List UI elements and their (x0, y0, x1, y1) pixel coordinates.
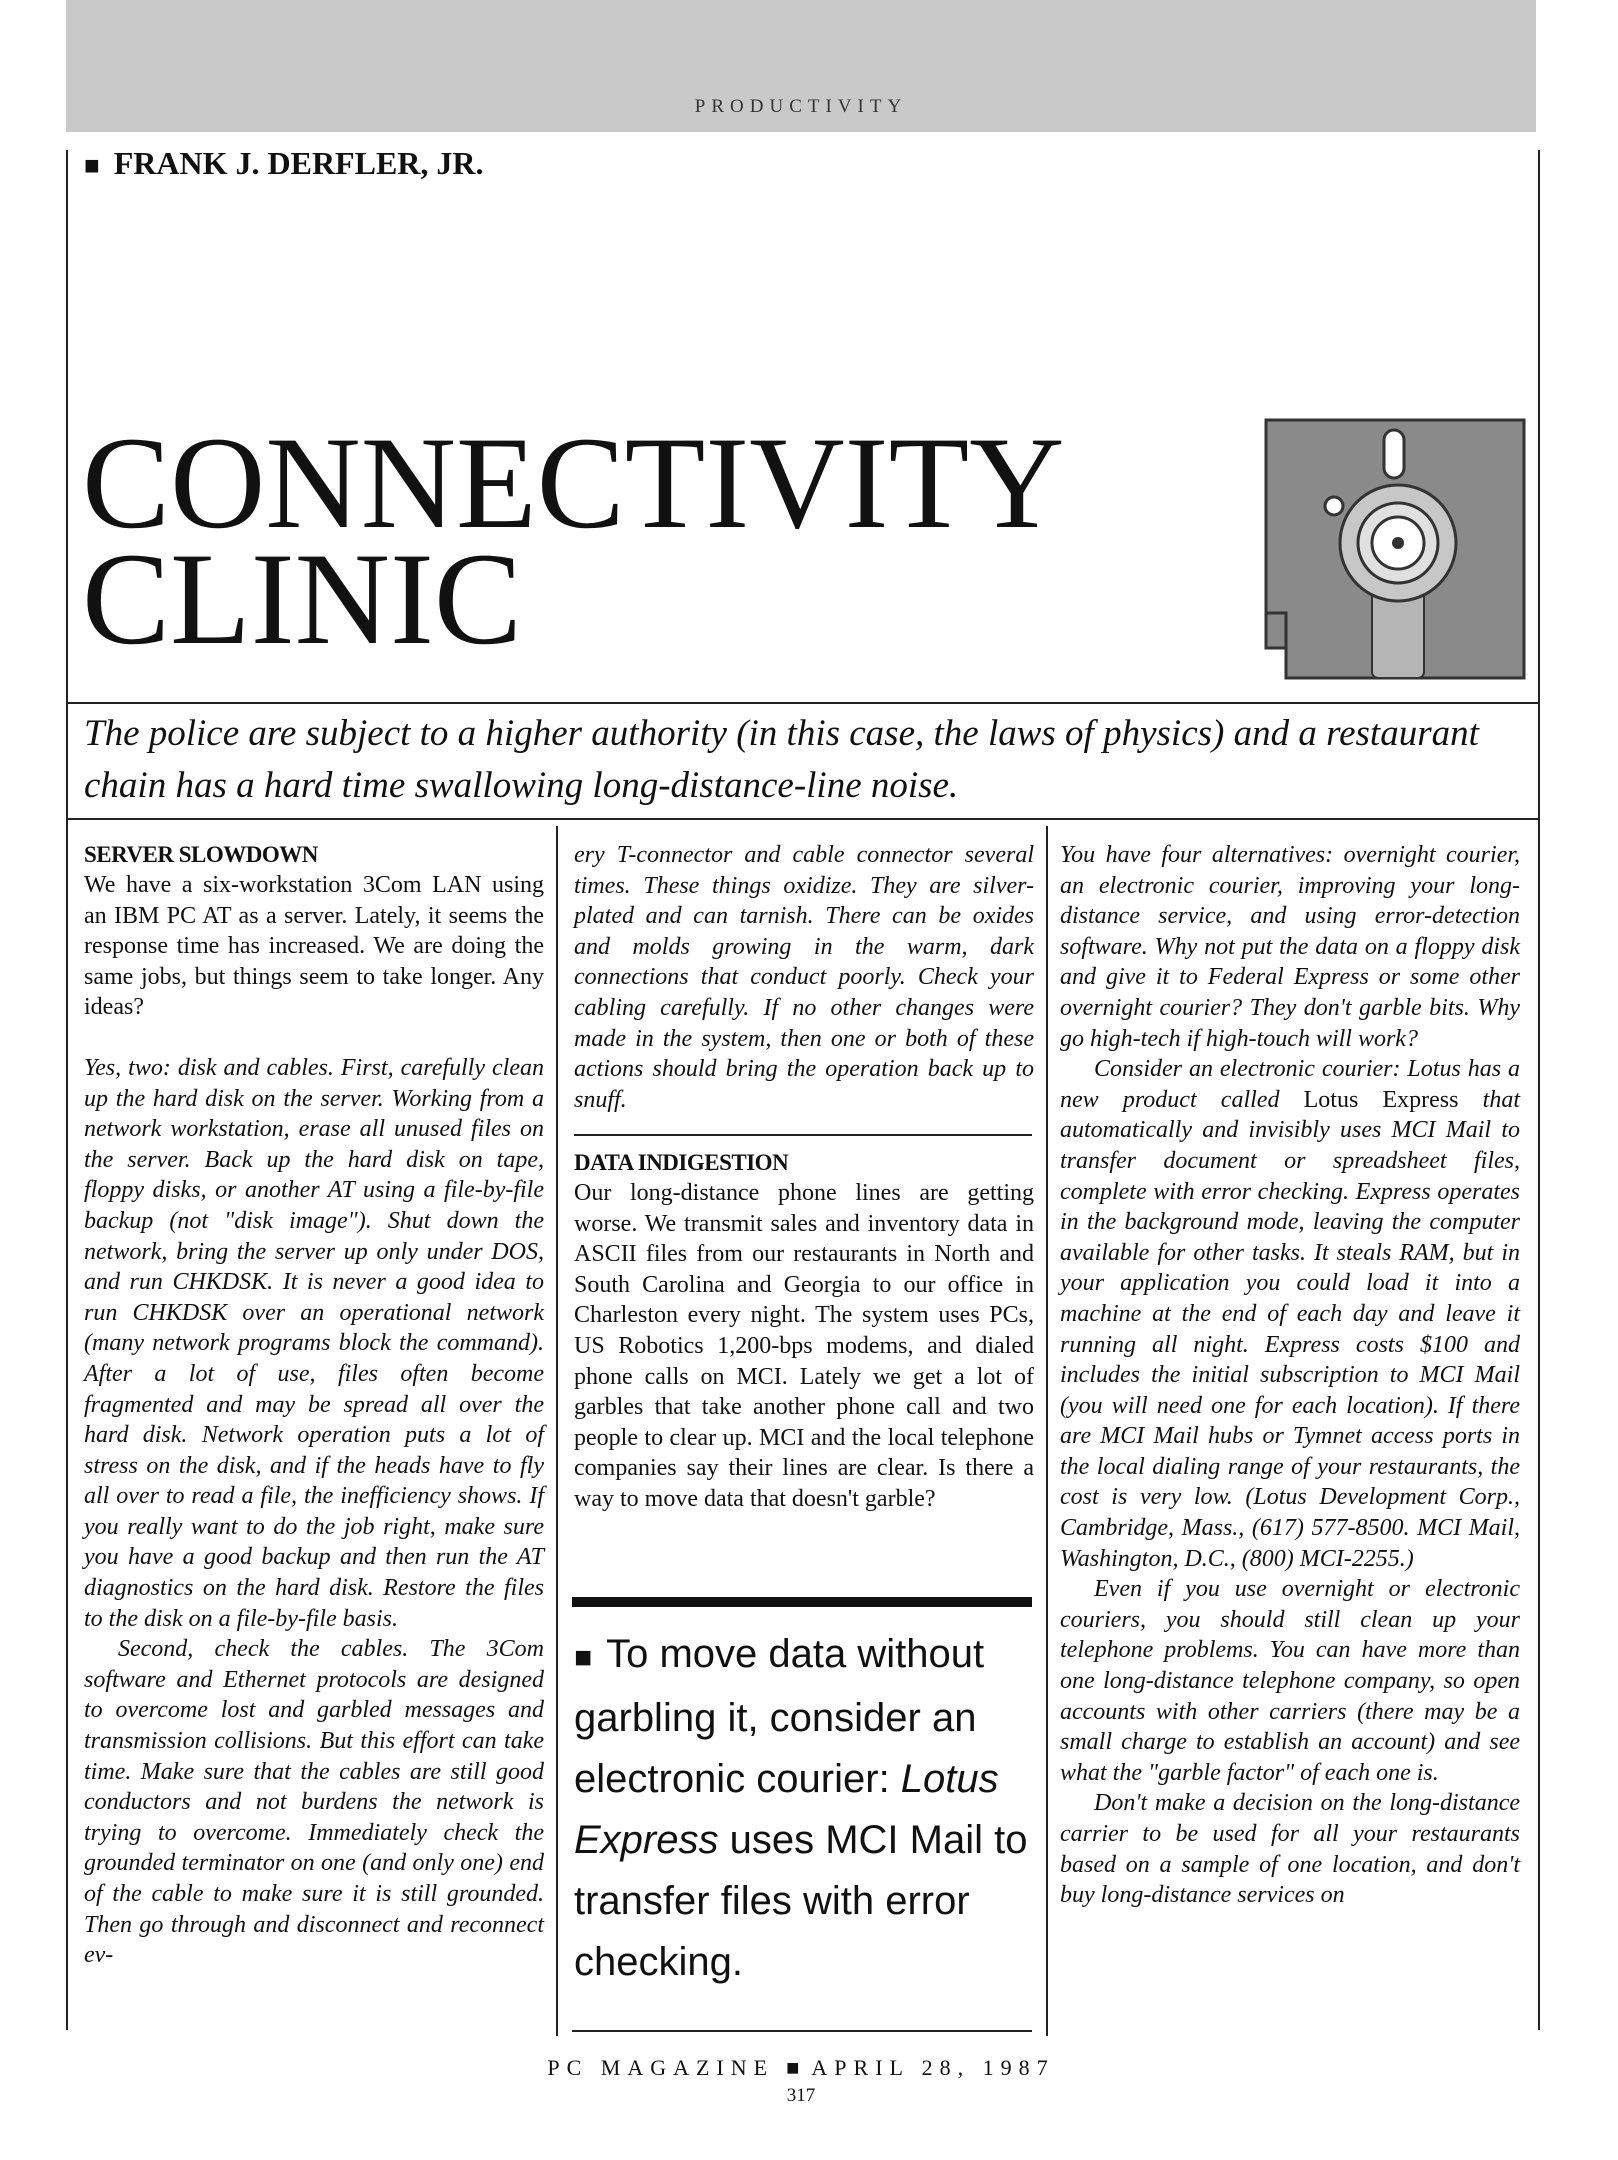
question-data-indigestion: Our long-distance phone lines are getting worse. We transmit sales and inventory data in ASCII files from our restaurants in North and South Carolina and Georgia to our office in Charleston every night. The system uses PCs, US Robotics 1,200-bps modems, and dialed phone calls on MCI. Lately we get a lot of garbles that take another phone call and two people to clear up. MCI and the local telephone companies say their lines are clear. Is there a way to move data that doesn't garble? (574, 1180, 1034, 1512)
heading-server-slowdown: SERVER SLOWDOWN (84, 842, 318, 867)
heading-data-indigestion: DATA INDIGESTION (574, 1150, 789, 1175)
answer-data-indigestion-p1: You have four alternatives: overnight courier, an electronic courier, improving your long-distance service, and using error-detection software. Why not put the data on a floppy disk and give it to Federal Express or some other overnight courier? They don't garble bits. Why go high-tech if high-touch will work? (1060, 842, 1520, 1052)
left-border-rule (66, 150, 68, 2030)
magazine-name: PC MAGAZINE (547, 2055, 775, 2080)
column-2 (574, 840, 1034, 1115)
footer-marker: ■ (786, 2055, 800, 2080)
column-2-data-indigestion (574, 1148, 1034, 1515)
byline-marker: ■ (84, 151, 100, 180)
pullquote-marker: ■ (574, 1641, 593, 1674)
pullquote-text-a: To move data without garbling it, consider an electronic courier: (574, 1632, 985, 1801)
column-3 (1060, 840, 1520, 1911)
pullquote-bar (572, 1597, 1032, 1607)
answer-server-slowdown-p1: Yes, two: disk and cables. First, carefully clean up the hard disk on the server. Working from a network workstation, erase all unused files on the server. Back up the hard disk on tape, floppy disks, or another AT using a file-by-file backup (not "disk image"). Shut down the network, bring the server up only under DOS, and run CHKDSK. It is never a good idea to run CHKDSK over an operational network (many network programs block the command). After a lot of use, files often become fragmented and may be spread all over the hard disk. Network operation puts a lot of stress on the disk, and if the heads have to fly all over to read a file, the inefficiency shows. If you really want to do the job right, make sure you have a good backup and then run the AT diagnostics on the hard disk. Restore the files to the disk on a file-by-file basis. (84, 1054, 544, 1632)
byline (84, 145, 484, 182)
answer-data-indigestion-p3: Even if you use overnight or electronic couriers, you should still clean up your telephone problems. You can have more than one long-distance telephone company, so open accounts with other carriers (there may be a small charge to establish an account) and see what the "garble factor" of each one is. (1060, 1576, 1520, 1786)
pullquote-product: Lotus Express (574, 1757, 999, 1862)
author-name: FRANK J. DERFLER, JR. (113, 145, 484, 181)
column-1 (84, 840, 544, 1971)
answer-p2-product: Lotus Express (1303, 1086, 1459, 1113)
pullquote (574, 1624, 1034, 1993)
answer-server-slowdown-continued: ery T-connector and cable connector several times. These things oxidize. They are silver-plated and can tarnish. There can be oxides and molds growing in the warm, dark connections that conduct poorly. Check your cabling carefully. If no other changes were made in the system, then one or both of these actions should bring the operation back up to snuff. (574, 842, 1034, 1113)
column-divider-2 (1046, 826, 1048, 2036)
title-line-2: CLINIC (82, 525, 522, 672)
answer-server-slowdown-p2: Second, check the cables. The 3Com software and Ethernet protocols are designed to overcome lost and garbled messages and transmission collisions. But this effort can take time. Make sure that the cables are still good conductors and not burdens the network is trying to overcome. Immediately check the grounded terminator on one (and only one) end of the cable to make sure it is still grounded. Then go through and disconnect and reconnect ev- (84, 1636, 544, 1969)
issue-date: APRIL 28, 1987 (811, 2055, 1055, 2080)
article-deck: The police are subject to a higher authority (in this case, the laws of physics) and a restaurant chain has a hard time swallowing long-distance-line noise. (84, 713, 1479, 806)
article-title (82, 409, 1065, 672)
answer-data-indigestion-p4: Don't make a decision on the long-distance carrier to be used for all your restaurants based on a sample of one location, and don't buy long-distance services on (1060, 1790, 1520, 1909)
question-server-slowdown: We have a six-workstation 3Com LAN using an IBM PC AT as a server. Lately, it seems the response time has increased. We are doing the same jobs, but things seem to take longer. Any ideas? (84, 872, 544, 1021)
title-line-1: CONNECTIVITY (82, 409, 1065, 556)
section-label: PRODUCTIVITY (694, 96, 908, 117)
floppy-disk-icon (1264, 418, 1526, 680)
answer-data-indigestion-p2 (1060, 1054, 1520, 1574)
pullquote-rule (572, 2030, 1032, 2032)
title-divider (66, 702, 1538, 704)
page-number: 317 (786, 2085, 816, 2106)
answer-p2-text-b: that automatically and invisibly uses MCI Mail to transfer document or spreadsheet files, complete with error checking. Express operates in the background mode, leaving the computer available for other tasks. It steals RAM, but in your application you could load it into a machine at the end of each day and leave it running all night. Express costs $100 and includes the initial subscription to MCI Mail (you will need one for each location). If there are MCI Mail hubs or Tymnet access ports in the local dialing range of your restaurants, the cost is very low. (Lotus Development Corp., Cambridge, Mass., (617) 577-8500. MCI Mail, Washington, D.C., (800) MCI-2255.) (1060, 1086, 1520, 1572)
column-2-rule (574, 1134, 1032, 1136)
deck-divider (66, 818, 1538, 820)
column-divider-1 (556, 826, 558, 2036)
pullquote-text-b: uses MCI Mail to transfer files with error checking. (574, 1818, 1028, 1984)
answer-p2-text-a: Consider an electronic courier: Lotus has a new product called (1060, 1056, 1520, 1113)
right-border-rule (1538, 150, 1540, 2030)
page-footer (66, 2055, 1536, 2081)
